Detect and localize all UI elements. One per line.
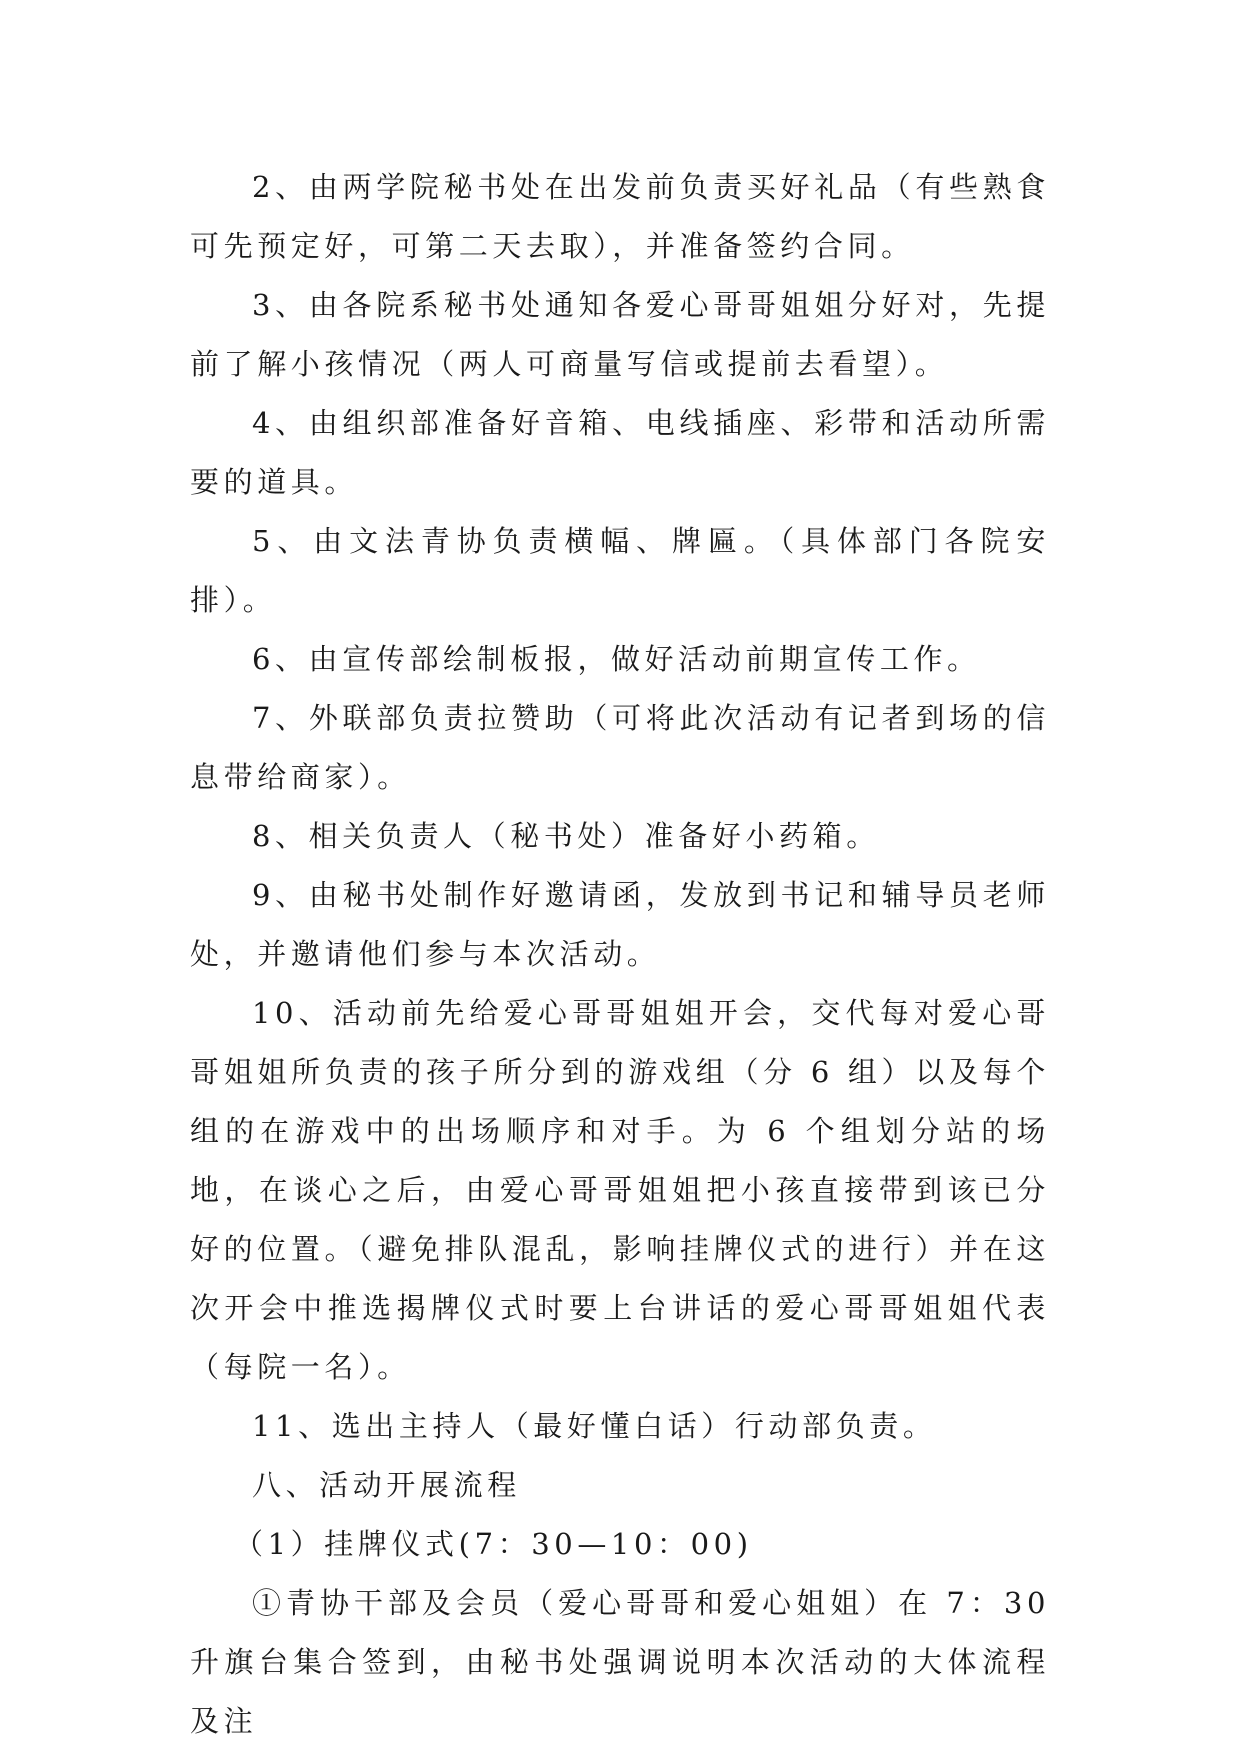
document-body xyxy=(190,158,1050,1751)
paragraph-item-9: 9、由秘书处制作好邀请函，发放到书记和辅导员老师处，并邀请他们参与本次活动。 xyxy=(190,878,1050,971)
paragraph-item-7: 7、外联部负责拉赞助（可将此次活动有记者到场的信息带给商家）。 xyxy=(190,701,1050,794)
subsection-heading: （1）挂牌仪式(7：30—10：00) xyxy=(234,1527,753,1561)
paragraph-item-10: 10、活动前先给爱心哥哥姐姐开会，交代每对爱心哥哥姐姐所负责的孩子所分到的游戏组（分 6 组）以及每个组的在游戏中的出场顺序和对手。为 6 个组划分站的场地，在谈心之后，由爱心哥哥姐姐把小孩直接带到该已分好的位置。（避免排队混乱，影响挂牌仪式的进行）并在这次开会中推选揭牌仪式时要上台讲话的爱心哥哥姐姐代表（每院一名）。 xyxy=(190,996,1050,1384)
paragraph-item-5: 5、由文法青协负责横幅、牌匾。（具体部门各院安排）。 xyxy=(190,524,1050,617)
paragraph-step-1: ①青协干部及会员（爱心哥哥和爱心姐姐）在 7：30 升旗台集合签到，由秘书处强调说明本次活动的大体流程及注 xyxy=(190,1586,1050,1738)
paragraph-item-3: 3、由各院系秘书处通知各爱心哥哥姐姐分好对，先提前了解小孩情况（两人可商量写信或提前去看望）。 xyxy=(190,288,1050,381)
paragraph-item-6: 6、由宣传部绘制板报，做好活动前期宣传工作。 xyxy=(252,642,981,676)
paragraph-item-4: 4、由组织部准备好音箱、电线插座、彩带和活动所需要的道具。 xyxy=(190,406,1050,499)
paragraph-item-11: 11、选出主持人（最好懂白话）行动部负责。 xyxy=(252,1409,937,1443)
paragraph-item-2: 2、由两学院秘书处在出发前负责买好礼品（有些熟食可先预定好，可第二天去取），并准备签约合同。 xyxy=(190,170,1050,263)
section-heading: 八、活动开展流程 xyxy=(252,1468,521,1502)
paragraph-item-8: 8、相关负责人（秘书处）准备好小药箱。 xyxy=(252,819,880,853)
